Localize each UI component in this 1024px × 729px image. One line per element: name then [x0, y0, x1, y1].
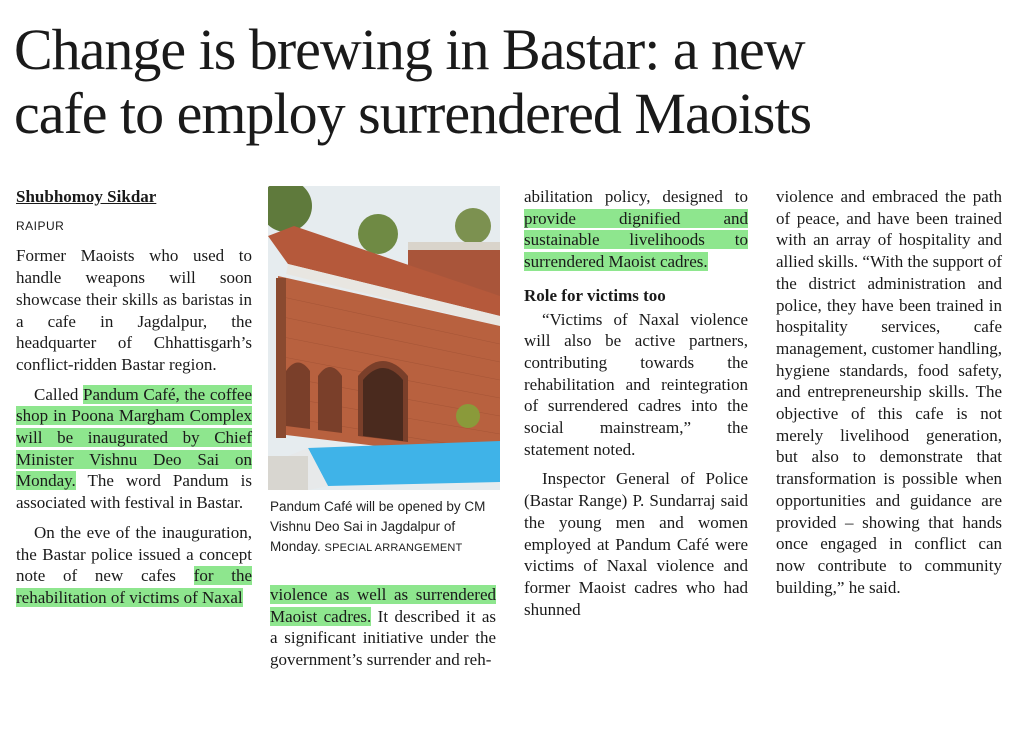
paragraph-1: Former Maoists who used to handle weapons will soon showcase their skills as baristas in a cafe in Jagdalpur, the headquarter of Chhattisgarh’s conflict-ridden Bastar region.	[16, 246, 252, 374]
byline: Shubhomoy Sikdar	[16, 187, 157, 206]
paragraph-4	[524, 186, 748, 273]
dateline: RAIPUR	[16, 218, 65, 233]
photo-credit: SPECIAL ARRANGEMENT	[324, 542, 463, 554]
headline-line-2: cafe to employ surrendered Maoists	[14, 81, 812, 146]
caption-text: Pandum Café will be opened by CM Vishnu Deo Sai in Jagdalpur of Monday.	[270, 499, 486, 554]
column-1	[16, 186, 252, 617]
cafe-building-illustration	[268, 186, 500, 490]
headline-line-1: Change is brewing in Bastar: a new	[14, 17, 805, 82]
paragraph-2-post: The word Pandum is associated with festival in Bastar.	[16, 471, 252, 513]
paragraph-7: violence and embraced the path of peace, and have been trained with an array of hospitality and allied skills. “With the support of the district administration and police, they have been trained in hospitality services, cafe management, customer handling, hygiene standards, food safety, and entrepreneurship skills. The objective of this cafe is not merely livelihood generation, but also to demonstrate that transformation is possible when opportunities and guidance are provided – showing that hands once engaged in conflict can now contribute to community building,” he said.	[776, 187, 1002, 597]
photo-caption	[270, 497, 502, 558]
highlight-pandum-cafe: Pandum Café, the coffee shop in Poona Margham Complex will be inaugurated by Chief Minister Vishnu Deo Sai on Monday.	[16, 384, 252, 491]
column-3	[524, 186, 748, 628]
cafe-photo	[268, 186, 500, 490]
paragraph-4-pre: abilitation policy, designed to	[524, 187, 748, 206]
highlight-livelihoods: provide dignified and sustainable livelihoods to surrendered Maoist cadres.	[524, 208, 748, 272]
headline	[14, 18, 1014, 146]
paragraph-6: Inspector General of Police (Bastar Range) P. Sundarraj said the young men and women employed at Pandum Café were victims of Naxal violence and former Maoist cadres who had shunned	[524, 469, 748, 619]
column-2-text: It described it as a significant initiative under the government’s surrender and reh-	[270, 606, 496, 670]
highlight-rehabilitation: for the rehabilitation of victims of Naxal	[16, 566, 252, 607]
paragraph-5: “Victims of Naxal violence will also be active partners, contributing towards the rehabilitation and reintegration of surrendered cadres into the social mainstream,” the statement noted.	[524, 309, 748, 459]
subheading: Role for victims too	[524, 285, 666, 305]
paragraph-2-pre: Called	[34, 384, 84, 404]
paragraph-2	[16, 384, 252, 514]
highlight-surrendered-cadres: violence as well as surrendered Maoist cadres.	[270, 585, 496, 626]
paragraph-3	[16, 522, 252, 609]
column-2	[270, 584, 496, 671]
column-4	[776, 186, 1002, 606]
paragraph-3-pre: On the eve of the inauguration, the Bastar police issued a concept note of new cafes	[16, 522, 252, 586]
